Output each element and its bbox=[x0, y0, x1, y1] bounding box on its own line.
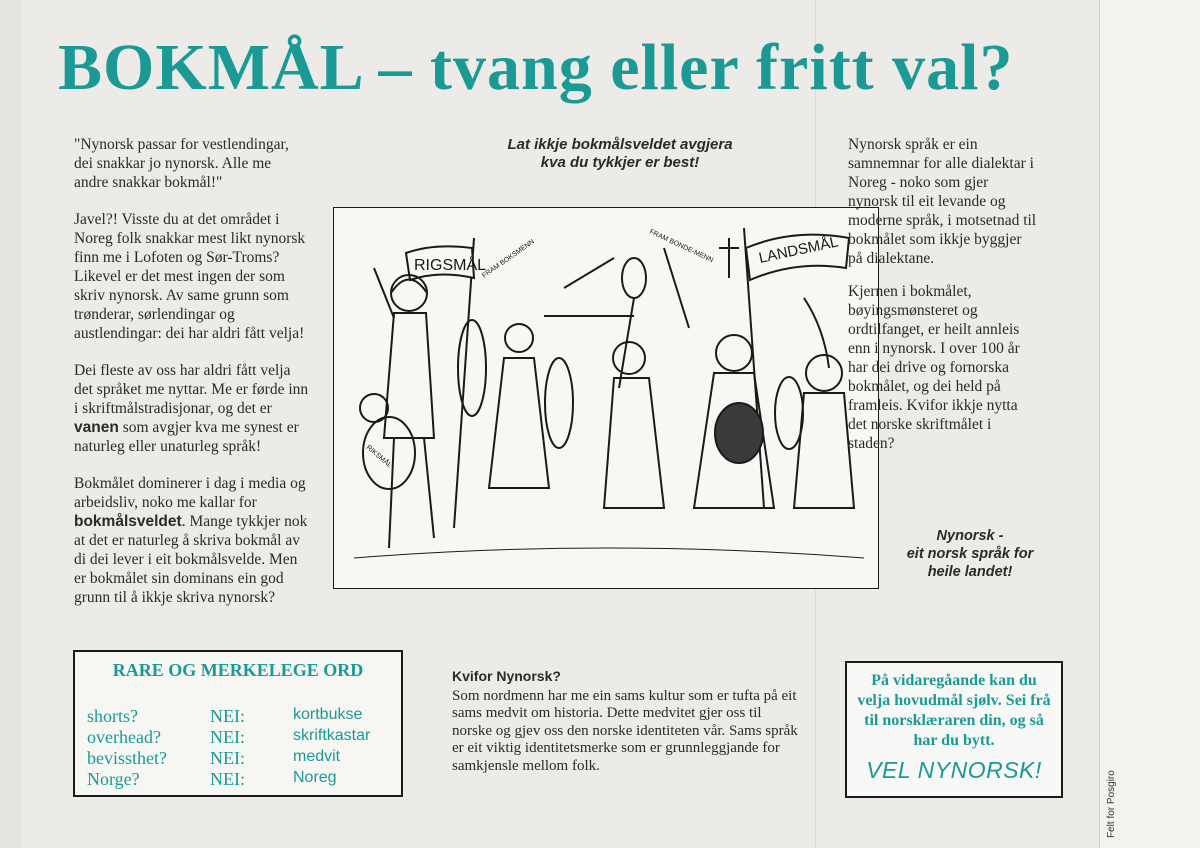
left-paragraph-3 bbox=[74, 361, 309, 456]
left-column bbox=[74, 135, 309, 625]
center-tagline-line-2: kva du tykkjer er best! bbox=[540, 154, 700, 171]
right-paragraph-2: Kjernen i bokmålet, bøyingsmønsteret og ordtilfanget, er heilt annleis enn i nynorsk. I over 100 år har dei drive og fornorska bokmålet, og dei held på framleis. Kvifor ikkje nytta det norske skriftmålet i staden? bbox=[848, 283, 1020, 452]
cartoon-illustration bbox=[333, 207, 879, 589]
rare-alt: medvit bbox=[293, 748, 341, 765]
arrow-2 bbox=[564, 258, 614, 288]
left-banner-pole bbox=[454, 238, 474, 528]
left-paragraph-1: "Nynorsk passar for vestlendingar, dei snakkar jo nynorsk. Alle me andre snakkar bokmål!" bbox=[74, 136, 289, 191]
farmer-shield-dark bbox=[715, 403, 763, 463]
right-tagline-line-1: Nynorsk - bbox=[936, 528, 1004, 544]
viking-leg-left bbox=[389, 438, 394, 548]
rare-ord-title: RARE OG MERKELEGE ORD bbox=[112, 660, 364, 680]
rare-word: overhead? bbox=[87, 727, 161, 747]
vel-nynorsk-box bbox=[845, 661, 1063, 798]
center-tagline-line-1: Lat ikkje bokmålsveldet avgjera bbox=[507, 136, 733, 153]
vel-box-cta: VEL NYNORSK! bbox=[866, 757, 1042, 783]
woman-dress bbox=[489, 358, 549, 488]
kvifor-nynorsk-section bbox=[452, 668, 804, 775]
left-p4-bold: bokmålsveldet bbox=[74, 513, 182, 530]
left-paragraph-2: Javel?! Visste du at det området i Noreg folk snakkar mest likt nynorsk finn me i Lofoten og Sør-Troms? Likevel er det mest ingen der som skriv nynorsk. Av same grunn som trønderar, sørlendingar og austlendingar: dei har aldri fått velja! bbox=[74, 211, 306, 342]
paper-edge-left bbox=[0, 0, 22, 848]
cartoon-svg bbox=[334, 208, 878, 588]
cartoon-banner-left: RIGSMÅL bbox=[414, 257, 487, 274]
rare-no: NEI: bbox=[210, 769, 245, 789]
right-tagline-line-2: eit norsk språk for bbox=[906, 546, 1034, 562]
cartoon-label-right: FRAM BONDE-MENN bbox=[648, 228, 715, 265]
center-tagline bbox=[470, 136, 770, 172]
viking-body bbox=[384, 313, 434, 438]
cartoon-label-left: FRAM BOKSMENN bbox=[481, 238, 536, 280]
rare-alt: Noreg bbox=[293, 769, 337, 786]
rare-word: shorts? bbox=[87, 706, 138, 726]
ground-line bbox=[354, 548, 864, 558]
left-p3-text-a: Dei fleste av oss har aldri fått velja det språket me nyttar. Me er førde inn i skriftmålstradisjonar, og det er bbox=[74, 362, 309, 417]
farmer-head-1 bbox=[613, 342, 645, 374]
right-column bbox=[848, 135, 1038, 467]
cartoon-shield-label: RIKSMÅL bbox=[364, 444, 393, 470]
rare-no: NEI: bbox=[210, 727, 245, 747]
pitchfork bbox=[719, 238, 739, 278]
left-p4-text-b: . Mange tykkjer nok at det er naturleg å skriva bokmål av di dei lever i eit bokmålsvelde. Men er bokmålet sin dominans ein god grunn til å ikkje skriva nynorsk? bbox=[74, 513, 308, 606]
right-tagline-line-3: heile landet! bbox=[927, 564, 1013, 580]
viking-leg-right bbox=[424, 438, 434, 538]
left-paragraph-4 bbox=[74, 474, 309, 607]
left-p3-text-b: som avgjer kva me synest er naturleg eller unaturleg språk! bbox=[74, 419, 299, 455]
kvifor-text: Som nordmenn har me ein sams kultur som er tufta på eit sams medvit om historia. Dette medvitet gjer oss til norske og gjev oss den norske identiteten vår. Sams språk er eit viktig identitetsmerke som er grunnleggjande for samkjensle mellom folk. bbox=[452, 687, 798, 774]
rare-no: NEI: bbox=[210, 748, 245, 768]
pirate-head bbox=[806, 355, 842, 391]
axe-handle bbox=[664, 248, 689, 328]
left-p4-text-a: Bokmålet dominerer i dag i media og arbeidsliv, noko me kallar for bbox=[74, 475, 306, 511]
viking-shield bbox=[458, 320, 486, 416]
woman-shield bbox=[545, 358, 573, 448]
left-p3-bold: vanen bbox=[74, 419, 119, 436]
woman-head bbox=[505, 324, 533, 352]
posgiro-note: Felt for Posgiro bbox=[1106, 770, 1117, 838]
right-paragraph-1: Nynorsk språk er ein samnemnar for alle dialektar i Noreg - noko som gjer nynorsk til eit levande og moderne språk, i motsetnad til bokmålet som ikkje byggjer på dialektane. bbox=[848, 136, 1037, 267]
rare-word: bevissthet? bbox=[87, 748, 167, 768]
wooden-spoon bbox=[622, 258, 646, 298]
rare-alt: kortbukse bbox=[293, 706, 363, 723]
paper-edge-right bbox=[1099, 0, 1200, 848]
right-tagline bbox=[880, 527, 1060, 581]
kvifor-heading: Kvifor Nynorsk? bbox=[452, 668, 561, 684]
rare-alt: skriftkastar bbox=[293, 727, 371, 744]
rare-no: NEI: bbox=[210, 706, 245, 726]
rare-word: Norge? bbox=[87, 769, 140, 789]
rare-ord-box bbox=[73, 650, 403, 797]
page-title: BOKMÅL – tvang eller fritt val? bbox=[58, 31, 1014, 104]
vel-box-text: På vidaregåande kan du velja hovudmål sjølv. Sei frå til norsklæraren din, og så har du bytt. bbox=[857, 672, 1051, 749]
cartoon-banner-right: LANDSMÅL bbox=[757, 233, 840, 267]
farmer-head-2 bbox=[716, 335, 752, 371]
pirate-shield bbox=[775, 377, 803, 449]
farmer-body-1 bbox=[604, 378, 664, 508]
